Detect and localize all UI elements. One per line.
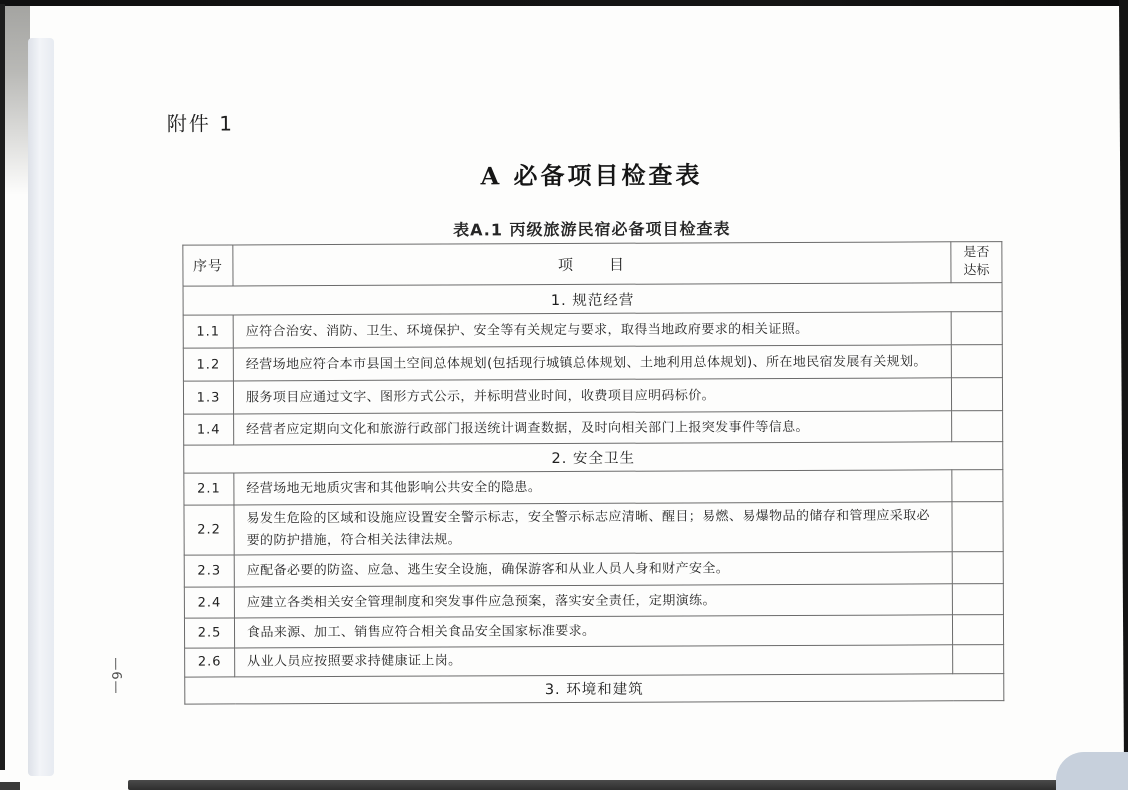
row-number: 2.3: [184, 555, 234, 587]
row-number: 1.2: [183, 348, 233, 381]
row-number: 1.4: [184, 414, 234, 445]
row-number: 2.5: [184, 618, 234, 648]
status-cell: [952, 502, 1003, 552]
row-text: 从业人员应按照要求持健康证上岗。: [235, 645, 953, 677]
table-row: [184, 615, 1003, 649]
section-row-2: [184, 442, 1003, 474]
section-title: 2. 安全卫生: [184, 442, 1003, 474]
row-number: 1.1: [183, 315, 233, 348]
table-row: [183, 312, 1002, 349]
row-text: 应建立各类相关安全管理制度和突发事件应急预案，落实安全责任，定期演练。: [234, 584, 952, 618]
row-number: 2.2: [184, 505, 234, 555]
table-header-row: [183, 242, 1002, 287]
col-header-status-line2: 达标: [963, 263, 990, 279]
row-number: 2.1: [184, 473, 234, 505]
row-number: 1.3: [183, 381, 233, 414]
section-title: 3. 环境和建筑: [185, 673, 1004, 704]
page-number: —6—: [108, 657, 124, 695]
table-row: [184, 502, 1003, 555]
table-row: [183, 378, 1002, 415]
row-text: 经营场地应符合本市县国土空间总体规划(包括现行城镇总体规划、土地利用总体规划)、所在地民宿发展有关规划。: [233, 345, 951, 381]
status-cell: [952, 470, 1003, 502]
table-row: [183, 345, 1002, 382]
table-row: [184, 411, 1003, 446]
row-text: 应配备必要的防盗、应急、逃生安全设施，确保游客和从业人员人身和财产安全。: [234, 552, 952, 587]
status-cell: [951, 312, 1002, 345]
table-row: [185, 645, 1004, 677]
row-number: 2.4: [184, 587, 234, 618]
section-title: 1. 规范经营: [183, 283, 1002, 316]
row-number: 2.6: [185, 648, 235, 677]
status-cell: [952, 584, 1003, 615]
section-row-3: [185, 673, 1004, 704]
attachment-label: 附件 1: [166, 111, 234, 136]
table-row: [184, 470, 1003, 506]
row-text: 经营者应定期向文化和旅游行政部门报送统计调查数据，及时向相关部门上报突发事件等信息。: [234, 411, 952, 445]
row-text: 食品来源、加工、销售应符合相关食品安全国家标准要求。: [234, 615, 952, 648]
row-text: 易发生危险的区域和设施应设置安全警示标志，安全警示标志应清晰、醒目；易燃、易爆物品的储存和管理应采取必要的防护措施，符合相关法律法规。: [234, 502, 952, 555]
status-cell: [952, 552, 1003, 584]
status-cell: [953, 645, 1004, 674]
table-caption: 表A.1 丙级旅游民宿必备项目检查表: [453, 219, 731, 240]
status-cell: [952, 411, 1003, 442]
table-row: [184, 552, 1003, 588]
row-text: 经营场地无地质灾害和其他影响公共安全的隐患。: [234, 470, 952, 505]
col-header-status: [951, 242, 1002, 284]
row-text: 应符合治安、消防、卫生、环境保护、安全等有关规定与要求，取得当地政府要求的相关证照。: [233, 312, 951, 348]
page-title: A 必备项目检查表: [480, 160, 703, 191]
status-cell: [951, 378, 1002, 411]
col-header-index: 序号: [183, 245, 233, 287]
table-row: [184, 584, 1003, 619]
row-text: 服务项目应通过文字、图形方式公示，并标明营业时间，收费项目应明码标价。: [233, 378, 951, 414]
status-cell: [951, 345, 1002, 378]
col-header-status-line1: 是否: [963, 245, 990, 261]
section-row-1: [183, 283, 1002, 316]
status-cell: [952, 615, 1003, 645]
col-header-item: 项 目: [233, 242, 951, 287]
checklist-table: [182, 241, 1004, 704]
